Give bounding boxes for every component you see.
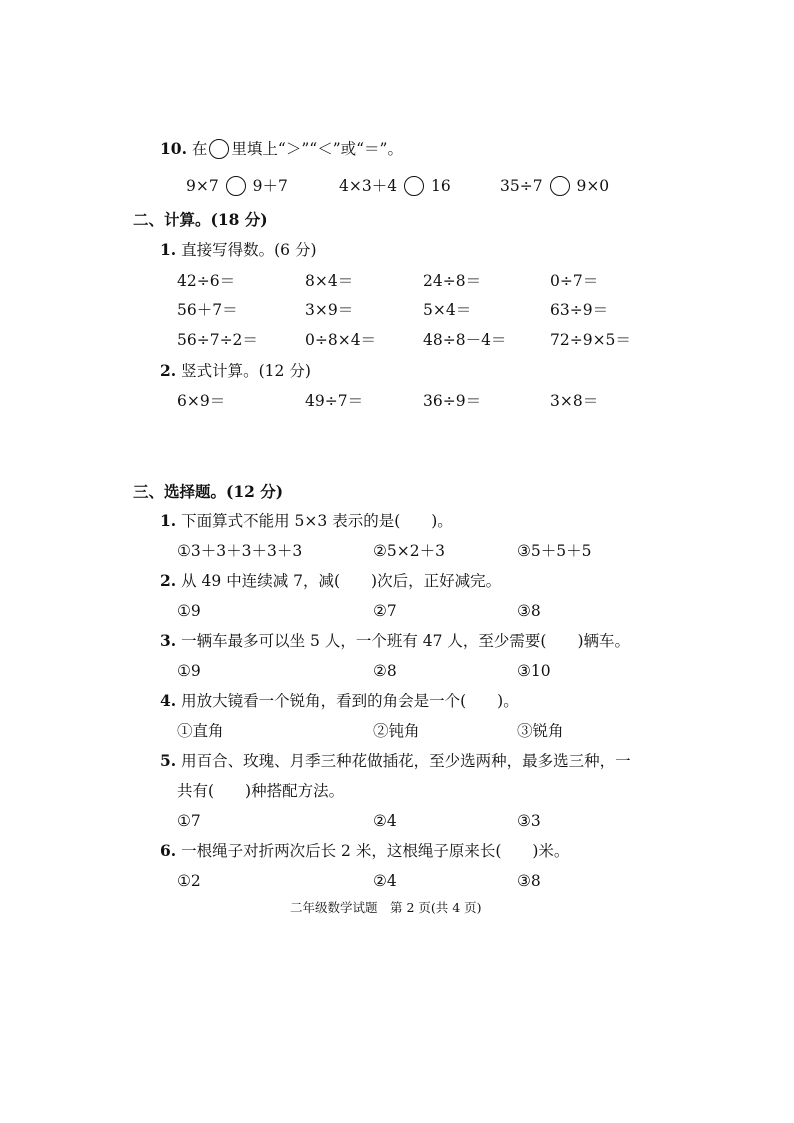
question-text: 用百合、玫瑰、月季三种花做插花，至少选两种，最多选三种，一 <box>181 752 631 770</box>
calc-item: 0÷8×4＝ <box>305 331 377 349</box>
question-number: 6. <box>160 841 177 860</box>
option-b[interactable]: ②7 <box>373 602 397 620</box>
question-number: 1. <box>160 511 177 530</box>
sec2-part2-number: 2. <box>160 361 177 380</box>
option-c[interactable]: ③8 <box>517 602 541 620</box>
q10-item-right: 9×0 <box>576 177 610 195</box>
compare-circle-icon <box>209 139 229 159</box>
sec2-part1-number: 1. <box>160 240 177 259</box>
option-a[interactable]: ①9 <box>177 602 201 620</box>
calc-item: 8×4＝ <box>305 272 354 290</box>
option-c[interactable]: ③3 <box>517 812 541 830</box>
q10-pre: 在 <box>191 140 208 158</box>
sec2-part2-title: 竖式计算。(12 分) <box>181 362 311 380</box>
question-text: 下面算式不能用 5×3 表示的是( )。 <box>181 512 453 530</box>
q10-heading <box>160 139 403 159</box>
choice-question-3 <box>160 631 630 651</box>
calc-item: 5×4＝ <box>423 301 472 319</box>
question-number: 5. <box>160 751 177 770</box>
option-a[interactable]: ①9 <box>177 662 201 680</box>
page-footer: 二年级数学试题 第 2 页(共 4 页) <box>290 900 482 915</box>
section-3-title: 三、选择题。(12 分) <box>133 482 284 501</box>
q10-item-left: 9×7 <box>186 177 219 195</box>
option-c[interactable]: ③5＋5＋5 <box>517 542 592 560</box>
question-number: 3. <box>160 631 177 650</box>
q10-number: 10. <box>160 139 187 158</box>
question-number: 2. <box>160 571 177 590</box>
calc-item: 0÷7＝ <box>550 272 599 290</box>
q10-post: 里填上“＞”“＜”或“＝”。 <box>231 140 403 158</box>
option-c[interactable]: ③锐角 <box>517 722 564 740</box>
choice-question-6 <box>160 841 569 861</box>
option-b[interactable]: ②5×2＋3 <box>373 542 445 560</box>
option-c[interactable]: ③10 <box>517 662 551 680</box>
choice-question-4 <box>160 691 519 711</box>
option-a[interactable]: ①3＋3＋3＋3＋3 <box>177 542 303 560</box>
question-text: 一辆车最多可以坐 5 人，一个班有 47 人，至少需要( )辆车。 <box>181 632 631 650</box>
sec2-part2-heading <box>160 361 311 381</box>
option-a[interactable]: ①7 <box>177 812 201 830</box>
q10-item-right: 16 <box>430 177 451 195</box>
option-c[interactable]: ③8 <box>517 872 541 890</box>
question-text: 一根绳子对折两次后长 2 米，这根绳子原来长( )米。 <box>181 842 570 860</box>
section-2-title: 二、计算。(18 分) <box>133 210 268 229</box>
compare-circle-icon[interactable] <box>550 176 570 196</box>
vertical-calc-item: 49÷7＝ <box>305 392 364 410</box>
choice-question-5 <box>160 751 631 771</box>
q10-item-1 <box>186 176 288 196</box>
calc-item: 63÷9＝ <box>550 301 609 319</box>
compare-circle-icon[interactable] <box>226 176 246 196</box>
question-text-continued: 共有( )种搭配方法。 <box>177 782 345 800</box>
calc-item: 24÷8＝ <box>423 272 482 290</box>
question-number: 4. <box>160 691 177 710</box>
calc-item: 3×9＝ <box>305 301 354 319</box>
calc-item: 72÷9×5＝ <box>550 331 631 349</box>
option-b[interactable]: ②钝角 <box>373 722 420 740</box>
vertical-calc-item: 3×8＝ <box>550 392 599 410</box>
choice-question-2 <box>160 571 501 591</box>
q10-item-3 <box>500 176 609 196</box>
choice-question-1 <box>160 511 453 531</box>
calc-item: 56÷7÷2＝ <box>177 331 258 349</box>
compare-circle-icon[interactable] <box>404 176 424 196</box>
option-a[interactable]: ①2 <box>177 872 201 890</box>
calc-item: 42÷6＝ <box>177 272 236 290</box>
sec2-part1-heading <box>160 240 317 260</box>
q10-item-left: 4×3＋4 <box>339 177 398 195</box>
question-text: 用放大镜看一个锐角，看到的角会是一个( )。 <box>181 692 519 710</box>
q10-item-2 <box>339 176 451 196</box>
q10-item-right: 9＋7 <box>252 177 288 195</box>
sec2-part1-title: 直接写得数。(6 分) <box>181 241 317 259</box>
option-a[interactable]: ①直角 <box>177 722 224 740</box>
vertical-calc-item: 36÷9＝ <box>423 392 482 410</box>
option-b[interactable]: ②4 <box>373 812 397 830</box>
option-b[interactable]: ②8 <box>373 662 397 680</box>
option-b[interactable]: ②4 <box>373 872 397 890</box>
q10-item-left: 35÷7 <box>500 177 543 195</box>
question-text: 从 49 中连续减 7，减( )次后，正好减完。 <box>181 572 502 590</box>
calc-item: 48÷8－4＝ <box>423 331 507 349</box>
vertical-calc-item: 6×9＝ <box>177 392 226 410</box>
calc-item: 56＋7＝ <box>177 301 238 319</box>
